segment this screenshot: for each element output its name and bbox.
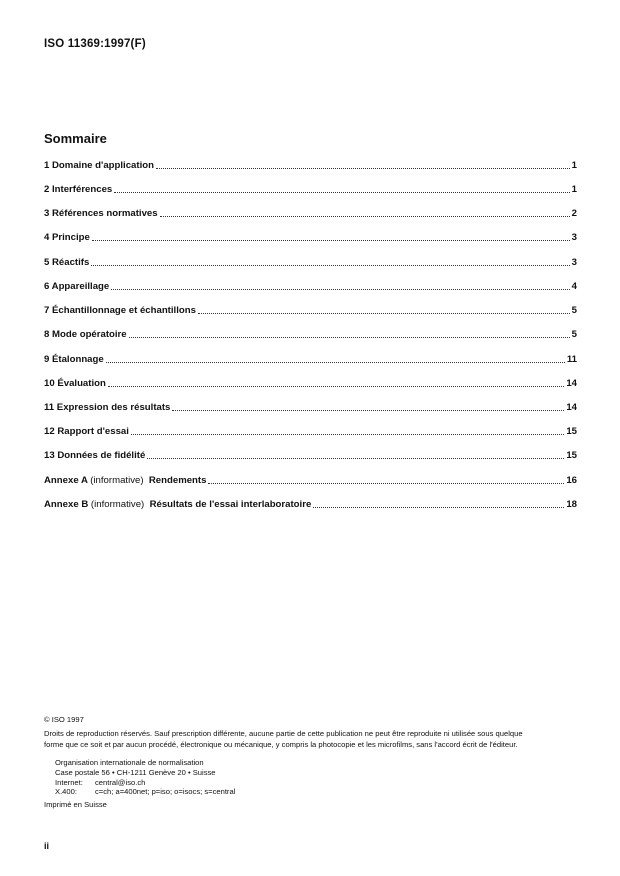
toc-entry[interactable]	[44, 206, 577, 220]
printed-in: Imprimé en Suisse	[44, 800, 107, 809]
toc-entry-label: 12 Rapport d'essai	[44, 426, 129, 437]
rights-line: Droits de reproduction réservés. Sauf prescription différente, aucune partie de cette publication ne peut être reproduite ni utilisée sous quelque	[44, 729, 523, 738]
toc-entry-page: 14	[566, 378, 577, 389]
toc-entry-page: 15	[566, 450, 577, 461]
copyright-notice: © ISO 1997	[44, 715, 84, 724]
toc-entry[interactable]	[44, 448, 577, 462]
toc-entry[interactable]	[44, 255, 577, 269]
toc-entry-page: 14	[566, 402, 577, 413]
x400-value: c=ch; a=400net; p=iso; o=isocs; s=central	[95, 787, 236, 797]
toc-entry-page: 2	[571, 208, 577, 219]
rights-line: forme que ce soit et par aucun procédé, électronique ou mécanique, y compris la photocopie et les microfilms, sans l'accord écrit de l'éditeur.	[44, 739, 518, 749]
toc-entry[interactable]	[44, 400, 577, 414]
toc-entry-label: 5 Réactifs	[44, 257, 90, 268]
toc-entry[interactable]	[44, 424, 577, 438]
x400-label: X.400:	[55, 787, 77, 797]
toc-entry-page: 15	[566, 426, 577, 437]
toc-entry-label: 1 Domaine d'application	[44, 160, 154, 171]
rights-statement	[44, 729, 584, 750]
toc-entry[interactable]	[44, 376, 577, 390]
toc-entry-label: 6 Appareillage	[44, 281, 110, 292]
toc-entry-page: 16	[566, 475, 577, 486]
leader-dots	[131, 434, 564, 435]
toc-entry-page: 18	[566, 499, 577, 510]
toc-entry[interactable]	[44, 158, 577, 172]
leader-dots	[147, 458, 564, 459]
toc-entry-label: 2 Interférences	[44, 184, 113, 195]
toc-entry-label	[44, 499, 311, 511]
toc-entry[interactable]	[44, 230, 577, 244]
toc-title: Sommaire	[44, 131, 107, 146]
internet-value[interactable]: central@iso.ch	[95, 777, 146, 787]
leader-dots	[172, 410, 564, 411]
toc-entry[interactable]	[44, 279, 577, 293]
annex-title: Rendements	[148, 475, 207, 486]
toc-entry-label: 10 Évaluation	[44, 378, 106, 389]
toc-entry[interactable]	[44, 473, 577, 487]
leader-dots	[129, 337, 570, 338]
toc-entry-page: 5	[571, 305, 577, 316]
toc-entry-label: 13 Données de fidélité	[44, 450, 146, 461]
toc-entry-label: 3 Références normatives	[44, 208, 158, 219]
leader-dots	[114, 192, 569, 193]
org-name: Organisation internationale de normalisation	[55, 758, 204, 767]
postal-address: Case postale 56 • CH-1211 Genève 20 • Suisse	[55, 767, 216, 777]
toc-entry-label: 7 Échantillonnage et échantillons	[44, 305, 196, 316]
toc-entry-page: 1	[571, 160, 577, 171]
leader-dots	[92, 240, 570, 241]
toc-entry-label: 9 Étalonnage	[44, 354, 104, 365]
toc-entry-page: 1	[571, 184, 577, 195]
leader-dots	[91, 265, 569, 266]
annex-label: Annexe A	[44, 475, 88, 486]
toc-entry[interactable]	[44, 352, 577, 366]
annex-label: Annexe B	[44, 499, 89, 510]
toc-entry-page: 5	[571, 329, 577, 340]
toc-entry[interactable]	[44, 497, 577, 511]
toc-entry-label: 8 Mode opératoire	[44, 329, 127, 340]
x400-line	[55, 787, 235, 797]
leader-dots	[106, 362, 565, 363]
internet-line	[55, 778, 235, 788]
publisher-address	[55, 758, 235, 797]
leader-dots	[111, 289, 569, 290]
toc-entry[interactable]	[44, 182, 577, 196]
toc-entry-label	[44, 475, 206, 487]
toc-entry-page: 3	[571, 232, 577, 243]
internet-label: Internet:	[55, 777, 83, 787]
leader-dots	[208, 483, 564, 484]
leader-dots	[313, 507, 564, 508]
document-id: ISO 11369:1997(F)	[44, 38, 146, 50]
toc-entry-label: 11 Expression des résultats	[44, 402, 171, 413]
toc-entry-page: 3	[571, 257, 577, 268]
annex-title: Résultats de l'essai interlaboratoire	[149, 499, 312, 510]
leader-dots	[156, 168, 570, 169]
leader-dots	[160, 216, 570, 217]
toc-entry-page: 4	[571, 281, 577, 292]
toc-entry-label: 4 Principe	[44, 232, 90, 243]
toc-entry-page: 11	[566, 354, 577, 365]
page-number: ii	[44, 841, 50, 851]
toc-entry[interactable]	[44, 327, 577, 341]
annex-informative: (informative)	[90, 475, 144, 486]
leader-dots	[198, 313, 570, 314]
toc-entry[interactable]	[44, 303, 577, 317]
leader-dots	[108, 386, 564, 387]
annex-informative: (informative)	[90, 499, 145, 510]
